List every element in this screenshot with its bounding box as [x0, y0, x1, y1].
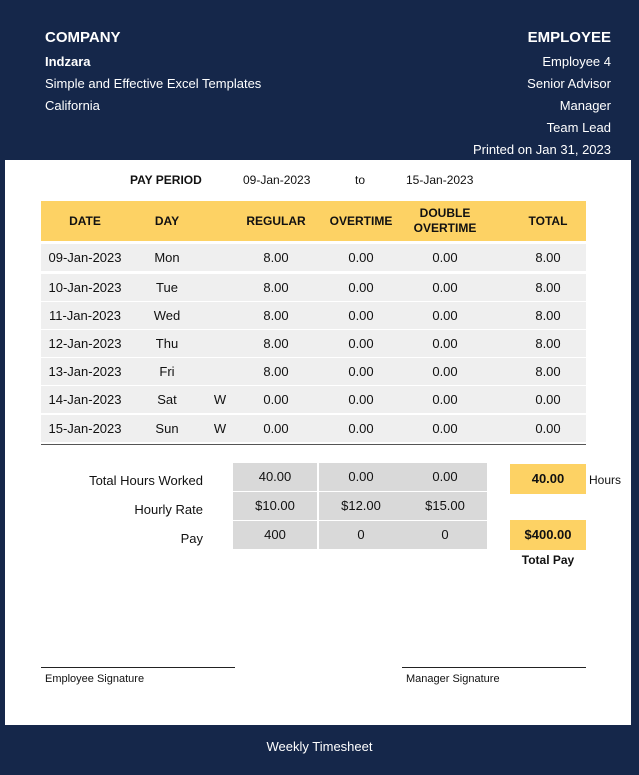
table-row	[41, 415, 586, 442]
row-regular: 8.00	[263, 336, 289, 351]
total-pay-value: $400.00	[510, 520, 586, 550]
company-title: COMPANY	[45, 29, 121, 46]
row-day: Tue	[156, 280, 178, 295]
row-overtime: 0.00	[348, 250, 374, 265]
table-row	[41, 386, 586, 413]
double-overtime-rate: $15.00	[403, 492, 487, 520]
table-bottom-border	[41, 444, 586, 445]
pay-period-start: 09-Jan-2023	[243, 173, 311, 187]
row-double-overtime: 0.00	[432, 421, 458, 436]
row-date: 14-Jan-2023	[48, 392, 122, 407]
overtime-hours-total: 0.00	[319, 463, 403, 491]
row-date: 15-Jan-2023	[48, 421, 122, 436]
hourly-rate-label: Hourly Rate	[134, 502, 203, 517]
company-tagline: Simple and Effective Excel Templates	[45, 76, 262, 91]
row-total: 8.00	[535, 336, 561, 351]
double-overtime-hours-total: 0.00	[403, 463, 487, 491]
employee-signature-label: Employee Signature	[45, 673, 145, 685]
table-row	[41, 358, 586, 385]
hours-unit-label: Hours	[589, 473, 622, 487]
row-date: 11-Jan-2023	[48, 308, 122, 323]
row-overtime: 0.00	[348, 308, 374, 323]
employee-title: EMPLOYEE	[527, 29, 611, 46]
row-day: Sat	[157, 392, 177, 407]
overtime-pay: 0	[319, 521, 403, 549]
row-regular: 8.00	[263, 308, 289, 323]
employee-manager: Manager	[559, 98, 611, 113]
row-total: 8.00	[535, 308, 561, 323]
row-total: 8.00	[535, 250, 561, 265]
double-overtime-pay: 0	[403, 521, 487, 549]
table-row	[41, 244, 586, 271]
row-double-overtime: 0.00	[432, 336, 458, 351]
row-double-overtime: 0.00	[432, 364, 458, 379]
printed-on: Printed on Jan 31, 2023	[472, 142, 611, 157]
row-day: Thu	[155, 336, 179, 351]
total-hours-value: 40.00	[510, 464, 586, 494]
row-overtime: 0.00	[348, 392, 374, 407]
col-double-overtime-header	[403, 201, 487, 241]
total-hours-label: Total Hours Worked	[89, 473, 203, 488]
col-day-header: DAY	[154, 213, 180, 228]
double-overtime-header-line1: DOUBLE	[419, 206, 471, 220]
pay-period-to: to	[355, 173, 366, 187]
col-overtime-header: OVERTIME	[329, 213, 393, 228]
row-regular: 8.00	[263, 250, 289, 265]
double-overtime-header-line2: OVERTIME	[413, 221, 477, 235]
row-double-overtime: 0.00	[432, 308, 458, 323]
row-total: 0.00	[535, 421, 561, 436]
regular-hours-total: 40.00	[233, 463, 317, 491]
row-overtime: 0.00	[348, 364, 374, 379]
footer-title: Weekly Timesheet	[266, 739, 373, 754]
row-overtime: 0.00	[348, 280, 374, 295]
table-row	[41, 302, 586, 329]
table-header	[41, 201, 586, 241]
manager-signature-label: Manager Signature	[406, 673, 500, 685]
row-flag	[209, 302, 231, 329]
row-regular: 8.00	[263, 280, 289, 295]
row-date: 13-Jan-2023	[48, 364, 122, 379]
row-date: 12-Jan-2023	[48, 336, 122, 351]
row-double-overtime: 0.00	[432, 250, 458, 265]
table-row	[41, 274, 586, 301]
row-day: Fri	[159, 364, 175, 379]
col-regular-header: REGULAR	[246, 213, 306, 228]
row-day: Wed	[153, 308, 181, 323]
company-block	[45, 28, 261, 117]
employee-signature-line	[41, 667, 235, 668]
row-flag	[209, 274, 231, 301]
row-flag: W	[213, 421, 227, 436]
employee-role: Senior Advisor	[527, 76, 611, 91]
header-band	[0, 0, 639, 160]
company-location: California	[45, 98, 100, 113]
row-regular: 8.00	[263, 364, 289, 379]
row-total: 8.00	[535, 364, 561, 379]
regular-rate: $10.00	[233, 492, 317, 520]
row-date: 10-Jan-2023	[48, 280, 122, 295]
row-flag: W	[213, 392, 227, 407]
employee-block	[473, 28, 611, 161]
total-pay-label: Total Pay	[521, 553, 575, 567]
pay-label: Pay	[180, 531, 203, 546]
regular-pay: 400	[233, 521, 317, 549]
col-date-header: DATE	[69, 213, 101, 228]
row-day: Mon	[154, 250, 180, 265]
row-regular: 0.00	[263, 392, 289, 407]
company-name: Indzara	[45, 54, 91, 69]
row-date: 09-Jan-2023	[48, 250, 122, 265]
row-overtime: 0.00	[348, 421, 374, 436]
footer-band	[0, 725, 639, 775]
row-double-overtime: 0.00	[432, 280, 458, 295]
pay-period-label: PAY PERIOD	[130, 173, 202, 187]
row-total: 8.00	[535, 280, 561, 295]
row-double-overtime: 0.00	[432, 392, 458, 407]
row-regular: 0.00	[263, 421, 289, 436]
overtime-rate: $12.00	[319, 492, 403, 520]
table-row	[41, 330, 586, 357]
employee-lead: Team Lead	[546, 120, 611, 135]
manager-signature-line	[402, 667, 586, 668]
pay-period-end: 15-Jan-2023	[406, 173, 474, 187]
row-flag	[209, 244, 231, 271]
row-total: 0.00	[535, 392, 561, 407]
col-total-header: TOTAL	[528, 213, 568, 228]
row-day: Sun	[155, 421, 179, 436]
row-flag	[209, 330, 231, 357]
row-overtime: 0.00	[348, 336, 374, 351]
row-flag	[209, 358, 231, 385]
employee-name: Employee 4	[542, 54, 611, 69]
